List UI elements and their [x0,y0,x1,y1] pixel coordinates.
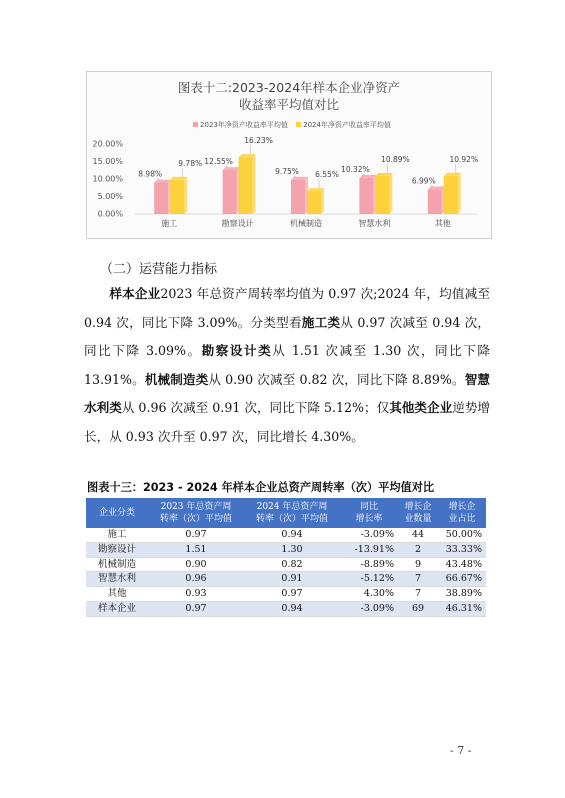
para-term-other: 其他类企业 [389,400,453,416]
page-number: - 7 - [450,744,472,757]
cell-yoy: -13.91% [340,542,398,557]
bar [223,170,237,214]
table-row [86,572,486,587]
cell-2023: 0.97 [148,601,244,616]
data-label: 10.89% [381,154,410,164]
cell-yoy: -8.89% [340,557,398,572]
bar-chart [87,72,491,238]
y-tick-label: 20.00% [92,139,123,149]
table-header-row [86,498,486,528]
cell-yoy: -3.09% [340,528,398,542]
cell-yoy: -3.09% [340,601,398,616]
table-row [86,528,486,542]
header-category [86,498,148,528]
data-label: 9.75% [275,166,299,176]
table-title: 图表十三：2023 - 2024 年样本企业总资产周转率（次）平均值对比 [87,481,435,494]
cell-2024: 1.30 [244,542,340,557]
cell-count: 9 [398,557,438,572]
data-label: 12.55% [204,157,233,167]
data-label: 16.23% [244,136,273,146]
bar [291,180,305,214]
chart-title-line1: 图表十二:2023-2024年样本企业净资产 [177,80,401,95]
cell-count: 44 [398,528,438,542]
cell-2023: 0.90 [148,557,244,572]
cell-2024: 0.82 [244,557,340,572]
bar-side [184,177,187,214]
header-category-text: 企业分类 [98,508,135,518]
cell-category: 勘察设计 [86,542,148,557]
y-tick-label: 15.00% [92,157,123,166]
para-text-3: 从 1.51 次减至 1.30 次，同比下降 13.91%。 [84,343,490,387]
bar-top [170,177,187,180]
label-leader [157,179,159,180]
bar-side [321,188,324,214]
legend-label-2023: 2023年净资产收益率平均值 [200,121,288,129]
cell-share: 66.67% [438,572,486,587]
bar [170,180,184,214]
bar [154,183,168,214]
para-term-construction: 施工类 [301,314,341,330]
legend-label-2024: 2024年净资产收益率平均值 [303,121,391,129]
bar [359,178,373,214]
category-label: 勘察设计 [221,219,254,228]
para-text-2: 从 0.97 次减至 0.94 次，同比下降 3.09%。 [84,314,490,359]
bar-side [458,173,461,214]
cell-2024: 0.97 [244,587,340,602]
category-label: 其他 [434,219,451,228]
category-label: 施工 [161,219,178,228]
header-share-line2: 业占比 [448,514,476,524]
para-text-6: 逆势增长，从 0.93 次升至 0.97 次，同比增长 4.30%。 [84,400,491,444]
turnover-table [86,498,486,617]
category-label: 机械制造 [290,219,322,228]
para-term-machinery: 机械制造类 [144,371,209,387]
bar [375,176,389,214]
cell-yoy: 4.30% [340,587,398,602]
para-text-1: 2023 年总资产周转率均值为 0.97 次;2024 年，均值减至 0.94 次，同比下降 3.09%。分类型看 [84,286,490,330]
bar [239,157,253,214]
header-growth-count [398,498,438,528]
header-2024 [244,498,340,528]
label-leader [226,166,228,167]
header-2023-line2: 转率（次）平均值 [159,514,232,524]
data-label: 8.98% [138,169,163,179]
para-term-survey: 勘察设计类 [201,343,273,359]
bar-side [389,173,392,214]
section-heading: （二）运营能力指标 [100,262,218,277]
data-label: 10.32% [341,164,370,174]
bar-top [223,167,240,170]
header-yoy-line1: 同比 [359,502,378,512]
cell-2024: 0.94 [244,528,340,542]
header-share-line1: 增长企 [448,502,476,512]
cell-count: 69 [398,601,438,616]
bar [444,176,458,214]
y-tick-label: 5.00% [97,192,123,201]
cell-2023: 0.96 [148,572,244,587]
header-count-line1: 增长企 [404,502,432,512]
cell-share: 46.31% [438,601,486,616]
cell-2023: 0.97 [148,528,244,542]
header-yoy [340,498,398,528]
cell-2024: 0.91 [244,572,340,587]
table-row [86,601,486,616]
header-growth-share [438,498,486,528]
header-count-line2: 业数量 [404,514,432,524]
para-text-5: 从 0.96 次减至 0.91 次，同比下降 5.12%；仅 [121,400,390,416]
y-tick-label: 10.00% [92,174,123,184]
data-label: 6.99% [411,176,436,186]
cell-2023: 0.93 [148,587,244,602]
header-2024-line2: 转率（次）平均值 [255,514,328,524]
para-term-sample: 样本企业 [109,286,161,301]
cell-count: 7 [398,572,438,587]
header-yoy-line2: 增长率 [355,514,383,524]
header-2023 [148,498,244,528]
label-leader [362,174,364,175]
cell-share: 33.33% [438,542,486,557]
category-label: 智慧水利 [358,219,391,228]
cell-2024: 0.94 [244,601,340,616]
body-paragraph [84,280,490,452]
cell-category: 施工 [86,528,148,542]
label-leader [294,176,296,177]
cell-category: 智慧水利 [86,572,148,587]
cell-category: 机械制造 [86,557,148,572]
bar-side [253,154,256,214]
cell-share: 38.89% [438,587,486,602]
table-row [86,587,486,602]
bar [307,191,321,214]
cell-2023: 1.51 [148,542,244,557]
header-2023-line1: 2023 年总资产周 [160,502,232,512]
cell-count: 7 [398,587,438,602]
bar [428,190,442,214]
cell-share: 43.48% [438,557,486,572]
data-label: 9.78% [178,158,203,168]
chart-title-line2: 收益率平均值对比 [238,97,339,112]
para-term-water: 智慧水利类 [84,371,490,416]
table-row [86,557,486,572]
cell-share: 50.00% [438,528,486,542]
header-2024-line1: 2024 年总资产周 [256,502,328,512]
cell-category: 样本企业 [86,601,148,616]
data-label: 6.55% [315,170,339,180]
chart-card [86,71,492,239]
cell-yoy: -5.12% [340,572,398,587]
cell-category: 其他 [86,587,148,602]
table-row [86,542,486,557]
y-tick-label: 0.00% [97,209,123,219]
cell-count: 2 [398,542,438,557]
data-label: 10.92% [449,154,479,164]
para-text-4: 从 0.90 次减至 0.82 次，同比下降 8.89%。 [208,371,465,387]
label-leader [431,186,433,187]
